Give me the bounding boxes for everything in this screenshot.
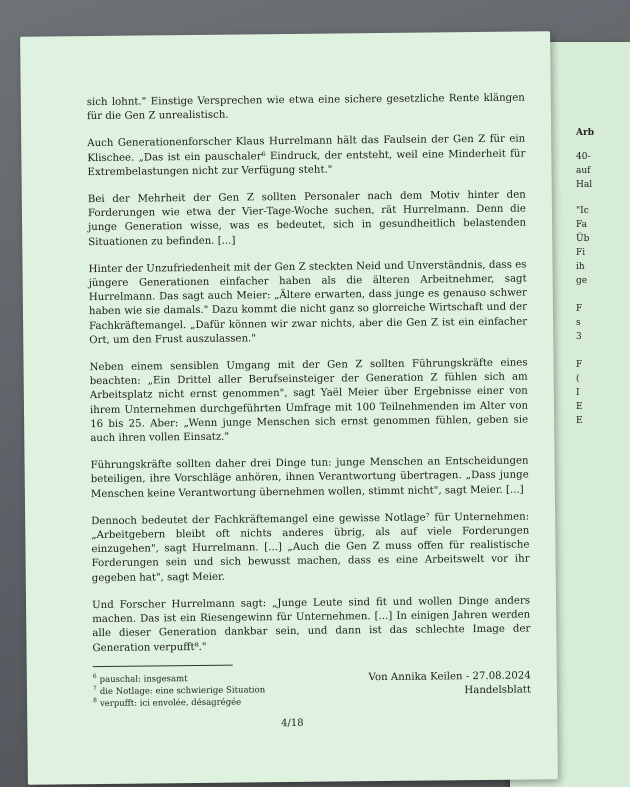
next-page-fragment: E	[576, 416, 583, 426]
next-page-fragment: s	[576, 318, 581, 328]
document-page	[20, 31, 558, 785]
paragraph: Bei der Mehrheit der Gen Z sollten Personaler nach dem Motiv hinter den Forderungen wie etwa der Vier-Tage-Woche suchen, rät Hurrelmann. Denn die junge Generation wisse, was es bedeutet, sich in gesundheitlich belastenden Situationen zu befinden. [...]	[87, 189, 527, 248]
next-page-fragment: "Ic	[576, 206, 589, 216]
footnote	[93, 696, 265, 710]
next-page-fragment: Fa	[576, 220, 587, 230]
paragraph: Neben einem sensiblen Umgang mit der Gen Z sollten Führungskräfte eines beachten: „Ein Drittel aller Berufseinsteiger der Generation Z fühlen sich am Arbeitsplatz nicht ernst genommen", sagt Yaël Meier über Ergebnisse einer von ihrem Unternehmen durchgeführten Umfrage mit 100 Teilnehmenden im Alter von 16 bis 25. Aber: „Wenn junge Menschen sich ernst genommen fühlen, geben sie auch ihren vollen Einsatz."	[89, 357, 529, 445]
next-page-fragment: (	[576, 374, 580, 384]
next-page-fragment: 40-	[576, 152, 591, 162]
paragraph: Dennoch bedeutet der Fachkräftemangel eine gewisse Notlage⁷ für Unternehmen: „Arbeitgebern bleibt oft nichts anderes übrig, als auf viele Forderungen einzugehen", sagt Hurrelmann. [...] „Auch die Gen Z muss offen für realistische Forderungen sein und sich bewusst machen, dass es eine Arbeitswelt vor ihr gegeben hat", sagt Meier.	[91, 511, 530, 584]
next-page-fragment: ih	[576, 262, 585, 272]
page-number: 4/18	[281, 717, 304, 730]
paragraph: sich lohnt." Einstige Versprechen wie etwa eine sichere gesetzliche Rente klängen für die Gen Z unrealistisch.	[86, 92, 525, 123]
footnote-text: die Notlage: eine schwierige Situation	[99, 685, 266, 697]
paragraph: Auch Generationenforscher Klaus Hurrelmann hält das Faulsein der Gen Z für ein Klischee. „Das ist ein pauschaler⁶ Eindruck, der entsteht, weil eine Minderheit für Extrembelastungen nicht zur Verfügung steht."	[87, 133, 526, 178]
footnotes	[93, 672, 266, 710]
article-body	[87, 92, 531, 703]
paragraph: Hinter der Unzufriedenheit mit der Gen Z steckten Neid und Unverständnis, dass es jüngere Generationen einfacher haben als die älteren Arbeitnehmer, sagt Hurrelmann. Das sagt auch Meier: „Ältere erwarten, dass junge es genauso schwer haben wie sie damals." Dazu kommt die nicht ganz so glorreiche Wirtschaft und der Fachkräftemangel. „Dafür können wir zwar nichts, aber die Gen Z ist ein einfacher Ort, um den Frust auszulassen."	[88, 259, 528, 346]
next-page-fragment: 3	[576, 332, 582, 342]
footnote-number: 6	[92, 673, 97, 681]
next-page-fragment: F	[576, 304, 583, 314]
next-page-fragment: auf	[576, 166, 591, 176]
next-page-fragment: F	[576, 360, 583, 370]
author-line: Von Annika Keilen - 27.08.2024	[368, 670, 531, 683]
next-page-fragment: E	[576, 402, 583, 412]
paragraph: Führungskräfte sollten daher drei Dinge tun: junge Menschen an Entscheidungen beteiligen, ihre Vorschläge anhören, ihnen Verantwortung übertragen. „Dass junge Menschen keine Verantwortung übernehmen wollen, stimmt nicht", sagt Meier. [...]	[90, 455, 529, 500]
next-page-fragment: Arb	[576, 128, 595, 138]
paragraph: Und Forscher Hurrelmann sagt: „Junge Leute sind fit und wollen Dinge anders machen. Das ist ein Riesengewinn für Unternehmen. [...] In einigen Jahren werden alle dieser Generation dankbar sein, und dann ist das schlechte Image der Generation verpufft⁸."	[91, 595, 531, 654]
next-page-fragment: Üb	[576, 234, 590, 244]
footnote-number: 7	[92, 685, 97, 693]
footnote-number: 8	[93, 697, 97, 705]
next-page-fragment: ge	[576, 276, 588, 286]
source-name: Handelsblatt	[464, 684, 532, 697]
next-page-fragment: Fi	[576, 248, 586, 258]
next-page-fragment: I	[576, 388, 580, 398]
next-page-fragment: Hal	[576, 180, 593, 190]
footnote-text: verpufft: ici envolée, désagrégée	[99, 697, 242, 709]
footnote-text: pauschal: insgesamt	[99, 674, 188, 685]
